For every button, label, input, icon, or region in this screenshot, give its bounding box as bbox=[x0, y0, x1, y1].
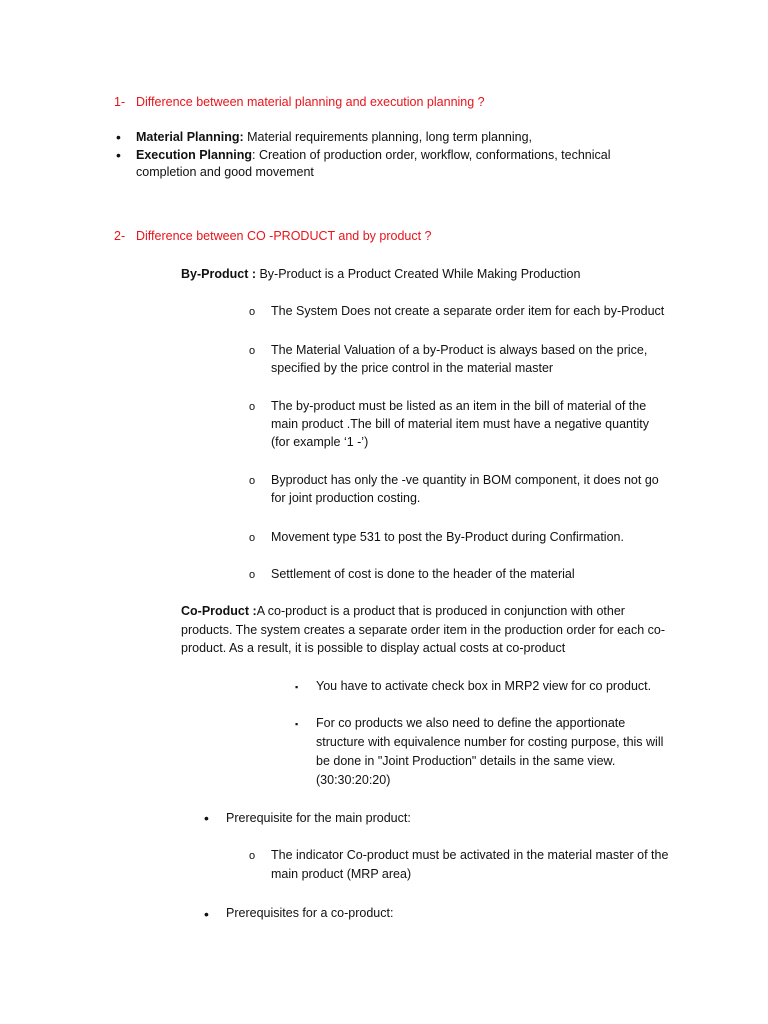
paragraph-line: product. As a result, it is possible to display actual costs at co-product bbox=[181, 641, 566, 655]
prerequisite-main-label: Prerequisite for the main product: bbox=[226, 811, 411, 825]
term-label: Material Planning: bbox=[136, 130, 244, 144]
list-item-continued: (30:30:20:20) bbox=[316, 773, 391, 787]
item-text-continued: completion and good movement bbox=[136, 165, 314, 179]
question-number: 1- bbox=[114, 95, 126, 109]
circle-bullet-icon: o bbox=[249, 401, 256, 413]
term-label: By-Product : bbox=[181, 267, 256, 281]
paragraph-line: products. The system creates a separate order item in the production order for each co- bbox=[181, 623, 666, 637]
item-text: Material requirements planning, long term planning, bbox=[243, 130, 533, 144]
circle-bullet-icon: o bbox=[249, 850, 256, 862]
bullet-icon: • bbox=[204, 906, 209, 922]
circle-bullet-icon: o bbox=[249, 532, 256, 544]
circle-bullet-icon: o bbox=[249, 569, 256, 581]
item-text: A co-product is a product that is produced in conjunction with other bbox=[256, 604, 625, 618]
prerequisite-co-label: Prerequisites for a co-product: bbox=[226, 906, 394, 920]
list-item-continued: be done in "Joint Production" details in the same view. bbox=[316, 754, 616, 768]
circle-bullet-icon: o bbox=[249, 475, 256, 487]
list-item: For co products we also need to define the apportionate bbox=[316, 716, 626, 730]
item-text: By-Product is a Product Created While Making Production bbox=[256, 267, 581, 281]
list-item: The Material Valuation of a by-Product is always based on the price, bbox=[271, 343, 648, 357]
term-label: Co-Product : bbox=[181, 604, 257, 618]
square-bullet-icon: ▪ bbox=[295, 719, 299, 729]
list-item: The indicator Co-product must be activated in the material master of the bbox=[271, 848, 669, 862]
list-item: Movement type 531 to post the By-Product during Confirmation. bbox=[271, 530, 624, 544]
list-item bbox=[136, 146, 611, 165]
byproduct-definition bbox=[181, 265, 580, 284]
list-item-continued: main product (MRP area) bbox=[271, 867, 412, 881]
list-item-continued: for joint production costing. bbox=[271, 491, 421, 505]
list-item-continued: (for example ‘1 -’) bbox=[271, 435, 369, 449]
list-item: Byproduct has only the -ve quantity in BOM component, it does not go bbox=[271, 473, 659, 487]
list-item bbox=[136, 128, 532, 147]
question-title: Difference between material planning and execution planning ? bbox=[136, 95, 485, 109]
circle-bullet-icon: o bbox=[249, 345, 256, 357]
list-item-continued: specified by the price control in the material master bbox=[271, 361, 554, 375]
circle-bullet-icon: o bbox=[249, 306, 256, 318]
item-text: : Creation of production order, workflow, conformations, technical bbox=[252, 148, 611, 162]
question-title: Difference between CO -PRODUCT and by product ? bbox=[136, 229, 432, 243]
list-item: Settlement of cost is done to the header of the material bbox=[271, 567, 575, 581]
list-item: The by-product must be listed as an item in the bill of material of the bbox=[271, 399, 647, 413]
bullet-icon: • bbox=[116, 129, 121, 145]
bullet-icon: • bbox=[204, 810, 209, 826]
coproduct-definition bbox=[181, 602, 625, 621]
square-bullet-icon: ▪ bbox=[295, 682, 299, 692]
question-number: 2- bbox=[114, 229, 126, 243]
list-item: You have to activate check box in MRP2 view for co product. bbox=[316, 679, 652, 693]
list-item: The System Does not create a separate order item for each by-Product bbox=[271, 304, 665, 318]
term-label: Execution Planning bbox=[136, 148, 252, 162]
bullet-icon: • bbox=[116, 147, 121, 163]
list-item-continued: main product .The bill of material item must have a negative quantity bbox=[271, 417, 649, 431]
list-item-continued: structure with equivalence number for costing purpose, this will bbox=[316, 735, 664, 749]
